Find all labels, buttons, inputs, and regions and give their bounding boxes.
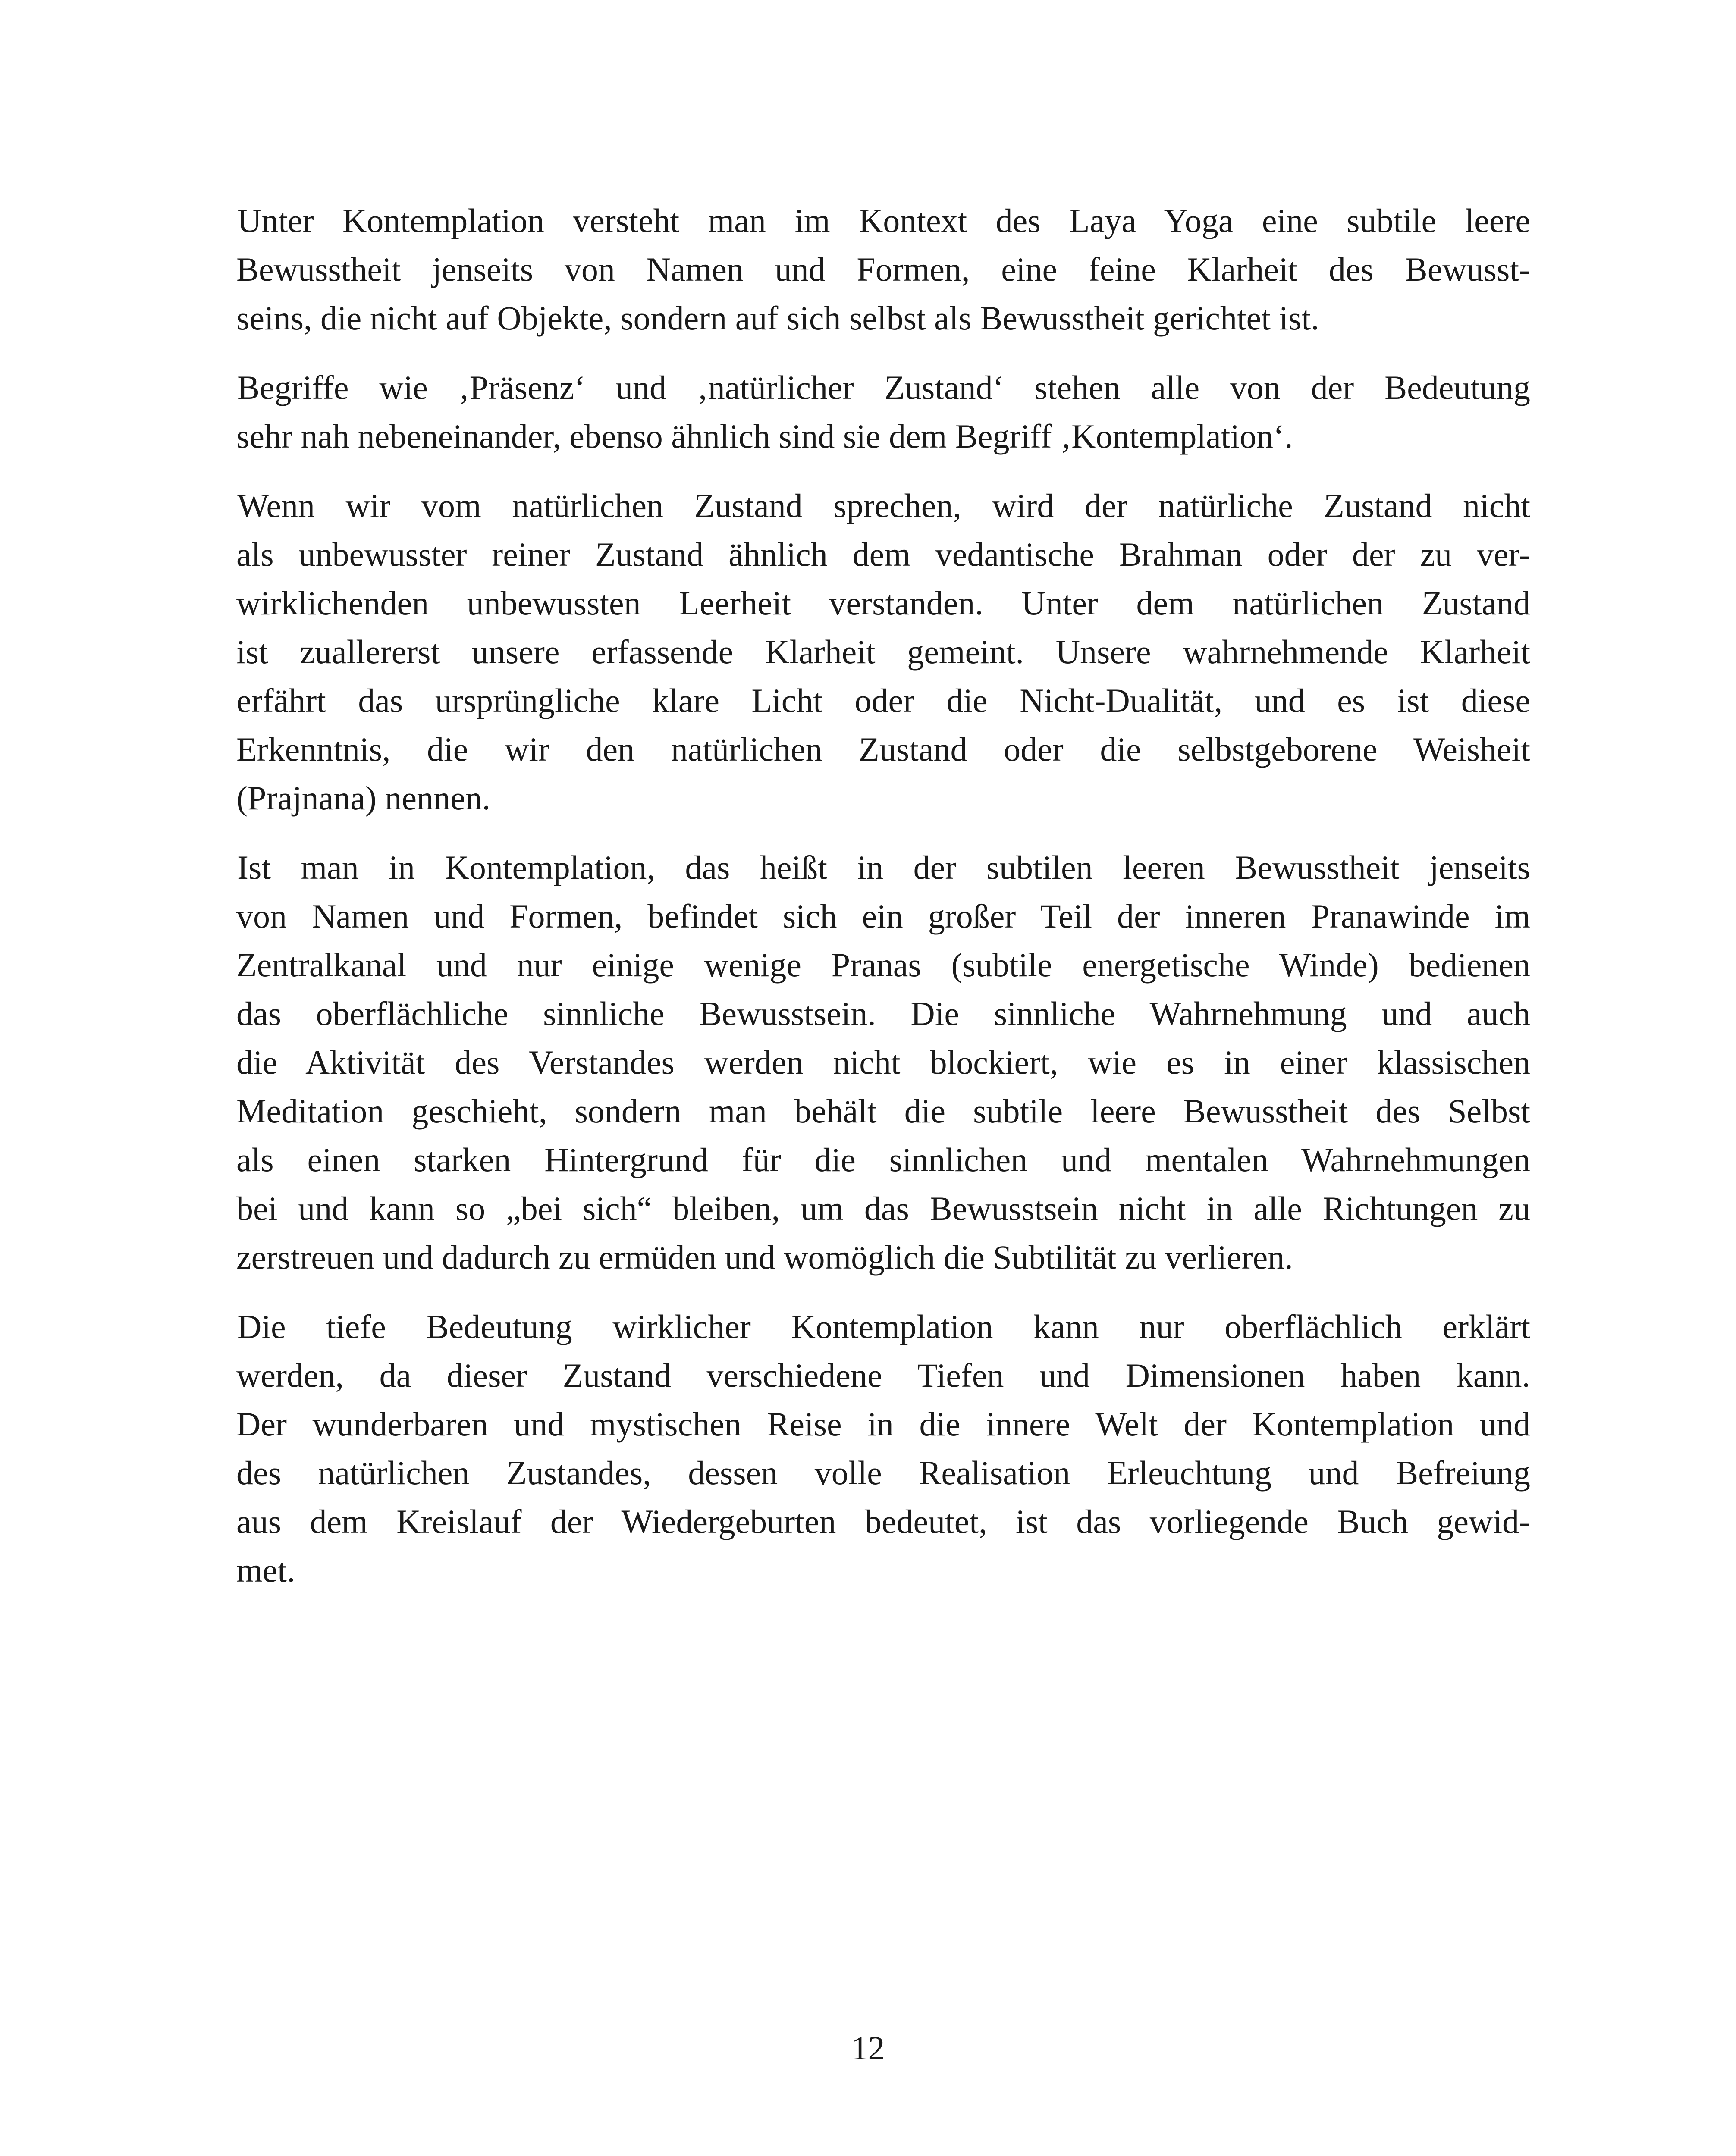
text-line: Unter Kontemplation versteht man im Kontext des Laya Yoga eine subtile leere [237,202,1530,239]
text-line: die Aktivität des Verstandes werden nicht blockiert, wie es in einer klassischen [236,1044,1530,1081]
text-line: seins, die nicht auf Objekte, sondern auf sich selbst als Bewusstheit gerichtet ist. [236,299,1319,337]
text-line: des natürlichen Zustandes, dessen volle Realisation Erleuchtung und Befreiung [236,1454,1530,1492]
text-line: als einen starken Hintergrund für die sinnlichen und mentalen Wahrnehmungen [236,1141,1530,1178]
page-number: 12 [851,2029,885,2067]
text-line: bei und kann so „bei sich“ bleiben, um das Bewusstsein nicht in alle Richtungen zu [236,1190,1530,1227]
text-line: Bewusstheit jenseits von Namen und Formen, eine feine Klarheit des Bewusst- [236,251,1530,288]
body-text [206,196,1530,1615]
text-line: wirklichenden unbewussten Leerheit verstanden. Unter dem natürlichen Zustand [236,584,1530,622]
text-line: Die tiefe Bedeutung wirklicher Kontemplation kann nur oberflächlich erklärt [237,1308,1530,1345]
text-line: Wenn wir vom natürlichen Zustand sprechen, wird der natürliche Zustand nicht [237,487,1530,524]
paragraph-1 [206,196,1530,342]
text-line: als unbewusster reiner Zustand ähnlich dem vedantische Brahman oder der zu ver- [236,536,1530,573]
paragraph-5 [206,1302,1530,1595]
text-line: von Namen und Formen, befindet sich ein großer Teil der inneren Pranawinde im [236,897,1530,935]
text-line: Ist man in Kontemplation, das heißt in der subtilen leeren Bewusstheit jenseits [237,849,1530,886]
text-line: Meditation geschieht, sondern man behält die subtile leere Bewusstheit des Selbst [236,1092,1530,1130]
text-line: Erkenntnis, die wir den natürlichen Zustand oder die selbstgeborene Weisheit [236,730,1530,768]
text-line: werden, da dieser Zustand verschiedene Tiefen und Dimensionen haben kann. [236,1357,1530,1394]
paragraph-3 [206,481,1530,822]
text-line: Der wunderbaren und mystischen Reise in die innere Welt der Kontemplation und [236,1405,1530,1443]
text-line: zerstreuen und dadurch zu ermüden und womöglich die Subtilität zu verlieren. [236,1238,1293,1276]
text-line: sehr nah nebeneinander, ebenso ähnlich sind sie dem Begriff ‚Kontemplation‘. [236,417,1293,455]
text-line: met. [236,1551,295,1589]
text-line: das oberflächliche sinnliche Bewusstsein. Die sinnliche Wahrnehmung und auch [236,995,1530,1032]
text-line: Zentralkanal und nur einige wenige Pranas (subtile energetische Winde) bedienen [236,946,1530,984]
text-line: aus dem Kreislauf der Wiedergeburten bedeutet, ist das vorliegende Buch gewid- [236,1503,1530,1540]
text-line: erfährt das ursprüngliche klare Licht oder die Nicht-Dualität, und es ist diese [236,682,1530,719]
paragraph-2 [206,363,1530,461]
paragraph-4 [206,843,1530,1282]
text-line: ist zuallererst unsere erfassende Klarheit gemeint. Unsere wahrnehmende Klarheit [236,633,1530,671]
text-line: (Prajnana) nennen. [236,779,491,817]
text-line: Begriffe wie ‚Präsenz‘ und ‚natürlicher Zustand‘ stehen alle von der Bedeutung [237,369,1530,406]
